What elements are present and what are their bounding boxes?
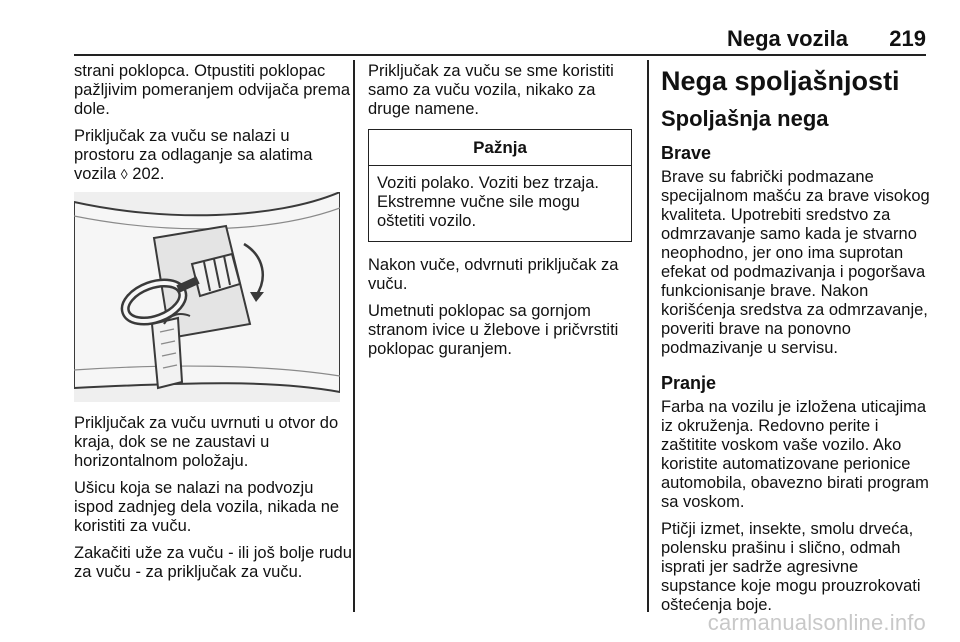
paragraph: Umetnuti poklopac sa gornjom stranom ivice u žlebove i pričvrstiti poklopac guranjem. — [368, 302, 619, 358]
caution-text: Voziti polako. Voziti bez trzaja. Ekstremne vučne sile mogu oštetiti vozilo. — [377, 174, 599, 230]
towing-eye-drawing — [74, 192, 340, 402]
towing-eye-illustration — [74, 192, 340, 402]
paragraph: Priključak za vuču uvrnuti u otvor do kraja, dok se ne zaustavi u horizontalnom položaju. — [74, 414, 339, 470]
paragraph: Priključak za vuču se sme koristiti samo za vuču vozila, nikako za druge namene. — [368, 62, 614, 118]
paragraph: strani poklopca. Otpustiti poklopac pažljivim pomeranjem odvijača prema dole. — [74, 62, 351, 118]
watermark: carmanualsonline.info — [707, 610, 926, 635]
caution-box — [368, 129, 632, 242]
paragraph: Zakačiti uže za vuču - ili još bolje rudu za vuču - za priključak za vuču. — [74, 544, 352, 581]
column-divider-2 — [647, 60, 649, 612]
paragraph-with-reference — [74, 127, 352, 184]
paragraph-text: Priključak za vuču se nalazi u prostoru za odlaganje sa alatima vozila — [74, 127, 313, 183]
subsection-heading-washing: Pranje — [661, 373, 717, 393]
section-title: Nega vozila — [726, 26, 848, 51]
column-right — [661, 62, 931, 623]
subsection-heading-locks: Brave — [661, 143, 712, 163]
paragraph: Farba na vozilu je izložena uticajima iz okruženja. Redovno perite i zaštitite voskom vaše vozilo. Ako koristite automatizovane perionice automobila, obavezno birati program sa voskom. — [661, 398, 929, 511]
reference-page[interactable]: 202. — [127, 165, 165, 183]
header-rule — [74, 54, 926, 56]
section-heading: Spoljašnja nega — [661, 106, 829, 131]
paragraph: Ušicu koja se nalazi na podvozju ispod zadnjeg dela vozila, nikada ne koristiti za vuču. — [74, 479, 340, 535]
column-divider-1 — [353, 60, 355, 612]
page-number: 219 — [889, 26, 926, 51]
column-middle — [368, 62, 634, 367]
chapter-heading: Nega spoljašnjosti — [661, 66, 900, 96]
page-header — [0, 0, 960, 54]
column-left — [74, 62, 352, 590]
cross-reference-icon[interactable]: ◊ — [120, 166, 128, 182]
paragraph: Brave su fabrički podmazane specijalnom mašću za brave visokog kvaliteta. Upotrebiti sredstvo za odmrzavanje samo kada je stvarno neophodno, jer ono ima suprotan efekat od podmazivanja i pogoršava funkcionisanje brave. Nakon korišćenja sredstva za odmrzavanje, poveriti brave na ponovno podmazivanje u servisu. — [661, 168, 930, 357]
paragraph: Nakon vuče, odvrnuti priključak za vuču. — [368, 256, 619, 293]
caution-heading: Pažnja — [369, 130, 631, 166]
paragraph: Ptičji izmet, insekte, smolu drveća, polensku prašinu i slično, odmah isprati jer sadrže agresivne supstance koje mogu prouzrokovati oštećenja boje. — [661, 520, 921, 614]
